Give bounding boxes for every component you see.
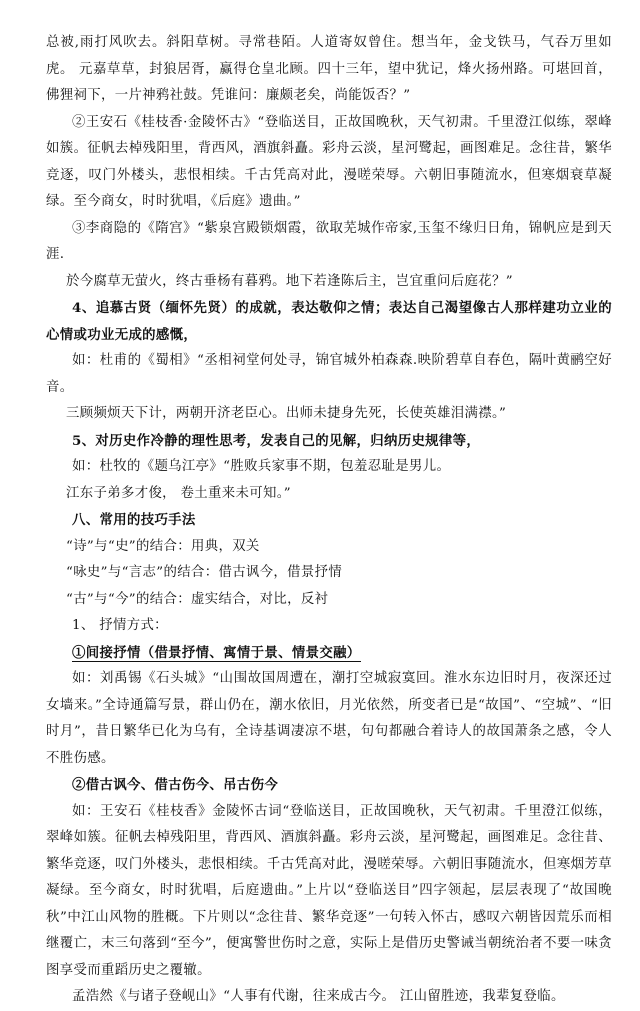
subheading-allusion: ②借古讽今、借古伤今、吊古伤今 [72, 777, 279, 793]
paragraph-xianshan: 孟浩然《与诸子登岘山》“人事有代谢，往来成古今。 江山留胜迹，我辈复登临。 [72, 989, 565, 1004]
paragraph-guizhixiang: ②王安石《桂枝香·金陵怀古》“登临送目，正故国晚秋，天气初肃。千里澄江似练，翠峰如簇。征帆去棹残阳里，背西风，酒旗斜矗。彩舟云淡，星河鹭起，画图难足。念往昔，繁华竞逐，叹门外楼头，悲恨相续。千古凭高对此，漫嗟荣辱。六朝旧事随流水，但寒烟衰草凝绿。至今商女，时时犹唱，《后庭》遗曲。” [46, 114, 612, 209]
section-heading-techniques: 八、常用的技巧手法 [72, 512, 196, 528]
technique-item-poetry-history: “诗”与“史”的结合：用典，双关 [66, 538, 260, 554]
technique-item-history-aspiration: “咏史”与“言志”的结合：借古讽今，借景抒情 [66, 565, 343, 580]
heading-point-5: 5、对历史作冷静的理性思考，发表自己的见解，归纳历史规律等， [72, 432, 481, 449]
paragraph-suigong-line2: 於今腐草无萤火，终古垂杨有暮鸦。地下若逢陈后主，岂宜重问后庭花？” [66, 273, 513, 289]
paragraph-wujiangting-line2: 江东子弟多才俊， 卷土重来未可知。” [66, 485, 291, 501]
technique-item-past-present: “古”与“今”的结合：虚实结合，对比，反衬 [66, 591, 329, 607]
paragraph-ci-ending: 总被,雨打风吹去。斜阳草树。寻常巷陌。人道寄奴曾住。想当年，金戈铁马，气吞万里如虎。 元嘉草草，封狼居胥，赢得仓皇北顾。四十三年，望中犹记，烽火扬州路。可堪回首，佛狸祠下，一片神鸦社鼓。凭谁问：廉颇老矣，尚能饭否？” [46, 35, 612, 103]
heading-point-4: 4、追慕古贤（缅怀先贤）的成就，表达敬仰之情；表达自己渴望像古人那样建功立业的心情或功业无成的感慨， [46, 300, 612, 343]
paragraph-shitoucheng: 如：刘禹锡《石头城》“山围故国周遭在，潮打空城寂寞回。淮水东边旧时月，夜深还过女墙来。”全诗通篇写景，群山仍在，潮水依旧，月光依然，所变者已是“故国”、“空城”、“旧时月”，昔日繁华已化为乌有，全诗基调凄凉不堪，句句都融合着诗人的故国萧条之感，令人不胜伤感。 [46, 671, 612, 766]
paragraph-shuxiang-line2: 三顾频烦天下计，两朝开济老臣心。出师未捷身先死，长使英雄泪满襟。” [66, 406, 507, 421]
paragraph-wujiangting-line1: 如：杜牧的《题乌江亭》“胜败兵家事不期，包羞忍耻是男儿。 [72, 459, 451, 474]
paragraph-shuxiang-line1: 如：杜甫的《蜀相》“丞相祠堂何处寻，锦官城外柏森森.映阶碧草自春色，隔叶黄鹂空好音。 [46, 353, 612, 395]
underlined-heading-text: ①间接抒情（借景抒情、寓情于景、情景交融） [72, 644, 361, 661]
paragraph-suigong-line1: ③李商隐的《隋宫》“紫泉宫殿锁烟霞，欲取芜城作帝家,玉玺不缘归日角，锦帆应是到天涯. [46, 220, 612, 262]
paragraph-guizhixiang-analysis: 如：王安石《桂枝香》金陵怀古词“登临送目，正故国晚秋，天气初肃。千里澄江似练，翠峰如簇。征帆去棹残阳里，背西风、酒旗斜矗。彩舟云淡，星河鹭起，画图难足。念往昔、繁华竞逐，叹门外楼头，悲恨相续。千古凭高对此，漫嗟荣辱。六朝旧事随流水，但寒烟芳草凝绿。至今商女，时时犹唱，后庭遗曲。”上片以“登临送目”四字领起，层层表现了“故国晚秋”中江山风物的胜概。下片则以“念往昔、繁华竞逐”一句转入怀古，感叹六朝皆因荒乐而相继覆亡，末三句落到“至今”，便寓警世伤时之意，实际上是借历史警诫当朝统治者不要一味贪图享受而重蹈历史之覆辙。 [46, 803, 612, 978]
subheading-lyric-methods: 1、 抒情方式： [72, 618, 168, 633]
document-page [46, 30, 612, 1011]
subheading-indirect-lyric [46, 640, 612, 667]
